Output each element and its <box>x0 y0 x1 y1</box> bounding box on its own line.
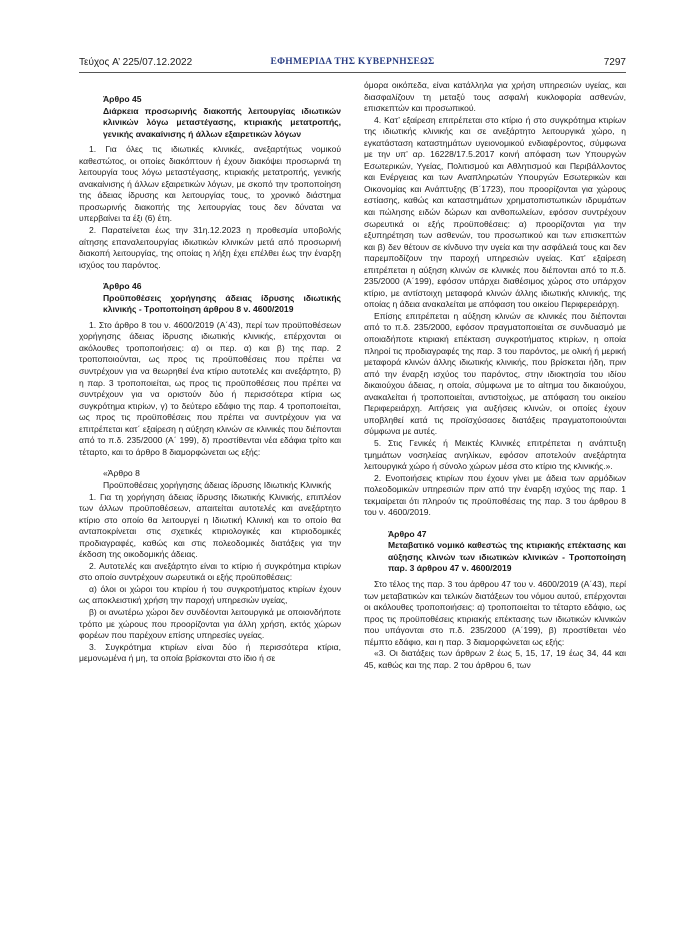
paragraph: Επίσης επιτρέπεται η αύξηση κλινών σε κλινικές που διέπονται από το π.δ. 235/2000, εφόσον πραγματοποιείται σε συνδυασμό με οποιαδήποτε κτιριακή επέκταση συγκροτήματος κτιρίων, η οποία πληροί τις προδιαγραφές της παρ. 3 του παρόντος, με ολική ή μερική μεταφορά κλινών άλλης ιδιωτικής κλινικής, που βρίσκεται ήδη, πριν από την έναρξη ισχύος του παρόντος, στην ιδιοκτησία του ιδίου δικαιούχου άδειας, η οποία, σύμφωνα με το αίτημα του δικαιούχου, ανακαλείται ή τροποποιείται, αντιστοίχως, με απόφαση του οικείου Περιφερειάρχη. Αιτήσεις για αυξήσεις κλινών, οι οποίες έχουν υποβληθεί κατά τις προϊσχύσασες διατάξεις πραγματοποιούνται σύμφωνα με αυτές. <box>364 310 626 437</box>
header-rule <box>79 72 626 73</box>
paragraph: 1. Για όλες τις ιδιωτικές κλινικές, ανεξαρτήτως νομικού καθεστώτος, οι οποίες διακόπτουν ή έχουν διακόψει προσωρινά τη λειτουργία τους λόγω μεταστέγασης, κτιριακής μετατροπής, γενικής ανακαίνισης ή άλλων εξαιρετικών λόγων, με σκοπό την τροποποίηση της άδειας ίδρυσης και λειτουργίας τους, το χρονικό διάστημα προσωρινής διακοπής της λειτουργίας τους δεν δύναται να υπερβαίνει τα έξι (6) έτη. <box>79 144 341 224</box>
paragraph: 2. Αυτοτελές και ανεξάρτητο είναι το κτίριο ή συγκρότημα κτιρίων στο οποίο συντρέχουν σωρευτικά οι εξής προϋποθέσεις: <box>79 560 341 583</box>
paragraph: 1. Για τη χορήγηση άδειας ίδρυσης Ιδιωτικής Κλινικής, επιπλέον των άλλων προϋποθέσεων, απαιτείται αυτοτελές και ανεξάρτητο κτίριο στο οποίο θα λειτουργεί η Ιδιωτική Κλινική και το οποίο θα ανταποκρίνεται στις σχετικές κτιριολογικές και κτιριοδομικές προδιαγραφές, καθώς και στις πολεοδομικές διατάξεις για την έκδοση της οικοδομικής άδειας. <box>79 491 341 560</box>
paragraph: 3. Συγκρότημα κτιρίων είναι δύο ή περισσότερα κτίρια, μεμονωμένα ή μη, τα οποία βρίσκονται στο ίδιο ή σε <box>79 641 341 664</box>
article-heading: Άρθρο 45 Διάρκεια προσωρινής διακοπής λειτουργίας ιδιωτικών κλινικών λόγω μεταστέγασης, κτιριακής μετατροπής, γενικής ανακαίνισης ή άλλων εξαιρετικών λόγων <box>103 94 341 139</box>
paragraph: α) όλοι οι χώροι του κτιρίου ή του συγκροτήματος κτιρίων έχουν ως αποκλειστική χρήση την παροχή υπηρεσιών υγείας, <box>79 583 341 606</box>
article-heading: Άρθρο 46 Προϋποθέσεις χορήγησης άδειας ίδρυσης ιδιωτικής κλινικής - Τροποποίηση άρθρου 8 ν. 4600/2019 <box>103 281 341 315</box>
paragraph: 5. Στις Γενικές ή Μεικτές Κλινικές επιτρέπεται η ανάπτυξη τμημάτων νοσηλείας ανηλίκων, εφόσον αποτελούν ανεξάρτητα λειτουργικά χώρο ή σύνολο χώρων μέσα στο κτίριο της κλινικής.». <box>364 437 626 472</box>
page-header <box>79 57 626 71</box>
right-column <box>364 80 626 671</box>
paragraph: 2. Παρατείνεται έως την 31η.12.2023 η προθεσμία υποβολής αίτησης επαναλειτουργίας ιδιωτικών κλινικών μετά από προσωρινή διακοπή λειτουργίας, της οποίας η λήξη έχει επέλθει έως την έναρξη ισχύος του παρόντος. <box>79 225 341 270</box>
paragraph-continuation: όμορα οικόπεδα, είναι κατάλληλα για χρήση υπηρεσιών υγείας, και διασφαλίζουν τη μεταξύ τους ασφαλή κυκλοφορία ασθενών, επισκεπτών και προσωπικού. <box>364 80 626 114</box>
issue-reference: Τεύχος A’ 225/07.12.2022 <box>79 57 193 68</box>
paragraph: β) οι ανωτέρω χώροι δεν συνδέονται λειτουργικά με οποιονδήποτε τρόπο με χώρους που προορίζονται για άλλη χρήση, εκτός χώρων φορέων που παρέχουν επίσης υπηρεσίες υγείας. <box>79 606 341 641</box>
journal-title: ΕΦΗΜΕΡΙΔΑ ΤΗΣ ΚΥΒΕΡΝΗΣΕΩΣ <box>270 57 435 67</box>
quoted-article-heading: «Άρθρο 8 Προϋποθέσεις χορήγησης άδειας ίδρυσης Ιδιωτικής Κλινικής <box>103 468 332 490</box>
paragraph: 2. Ενοποιήσεις κτιρίων που έχουν γίνει με άδεια των αρμόδιων πολεοδομικών υπηρεσιών πριν από την έναρξη ισχύος της παρ. 1 τεκμαίρεται ότι πληρούν τις προϋποθέσεις της παρ. 3 του άρθρου 8 του ν. 4600/2019. <box>364 472 626 518</box>
page-number: 7297 <box>603 57 626 68</box>
left-column <box>79 80 341 665</box>
article-heading: Άρθρο 47 Μεταβατικό νομικό καθεστώς της κτιριακής επέκτασης και αύξησης κλινών των ιδιωτικών κλινικών - Τροποποίηση παρ. 3 άρθρου 47 ν. 4600/2019 <box>388 528 626 574</box>
paragraph: 4. Κατ’ εξαίρεση επιτρέπεται στο κτίριο ή στο συγκρότημα κτιρίων της ιδιωτικής κλινικής και σε ανεξάρτητο λειτουργικά χώρο, η εγκατάσταση καταστημάτων υγειονομικού ενδιαφέροντος, σύμφωνα με την υπ’ αρ. 16228/17.5.2017 κοινή απόφαση των Υπουργών Εσωτερικών, Υγείας, Πολιτισμού και Αθλητισμού και Περιβάλλοντος και Ενέργειας και των Αναπληρωτών Υπουργών Εσωτερικών και Οικονομίας και Ανάπτυξης (Β΄1723), που προορίζονται για χώρους εστίασης, καθώς και καταστημάτων χρηματοπιστωτικών ιδρυμάτων και πώλησης ειδών δώρων και ανθοπωλείων, εφόσον συντρέχουν σωρευτικά οι εξής προϋποθέσεις: α) προορίζονται για την εξυπηρέτηση των ασθενών, του προσωπικού και των επισκεπτών και β) δεν θέτουν σε κίνδυνο την υγεία και την ασφάλειά τους και δεν παρεμποδίζουν την παροχή υπηρεσιών υγείας. Κατ’ εξαίρεση επιτρέπεται η αύξηση κλινών σε κλινικές που διέπονται από το π.δ. 235/2000 (Α΄199), εφόσον υπάρχει διαθέσιμος χώρος στο υπάρχον κτίριο, με αντίστοιχη μεταφορά κλινών άλλης ιδιωτικής κλινικής, της οποίας η άδεια ανακαλείται με απόφαση του οικείου Περιφερειάρχη. <box>364 114 626 310</box>
paragraph: 1. Στο άρθρο 8 του ν. 4600/2019 (Α΄43), περί των προϋποθέσεων χορήγησης άδειας ίδρυσης ιδιωτικής κλινικής, επέρχονται οι ακόλουθες τροποποιήσεις: α) οι περ. α) και β) της παρ. 2 τροποποιούνται, ως προς τις προϋποθέσεις που πρέπει να συντρέχουν για να θεωρηθεί ένα κτίριο αυτοτελές και ανεξάρτητο, β) η παρ. 3 τροποποιείται, ως προς τις προϋποθέσεις που πρέπει να συντρέχουν για να οριστούν δύο ή περισσότερα κτίρια ως συγκρότημα κτιρίων, γ) το δεύτερο εδάφιο της παρ. 4 τροποποιείται, ως προς τις προϋποθέσεις που πρέπει να συντρέχουν για να επιτρέπεται κατ΄ εξαίρεση η αύξηση κλινών σε κλινικές που διέπονται από το π.δ. 235/2000 (Α΄ 199), δ) προστίθενται νέα εδάφια τρίτο και τέταρτο, και το άρθρο 8 διαμορφώνεται ως εξής: <box>79 319 341 457</box>
paragraph: «3. Οι διατάξεις των άρθρων 2 έως 5, 15, 17, 19 έως 34, 44 και 45, καθώς και της παρ. 2 του άρθρου 6, των <box>364 648 626 670</box>
paragraph: Στο τέλος της παρ. 3 του άρθρου 47 του ν. 4600/2019 (Α΄43), περί των μεταβατικών και τελικών διατάξεων του νόμου αυτού, επέρχονται οι ακόλουθες τροποποιήσεις: α) τροποποιείται το τέταρτο εδάφιο, ως προς τις προϋποθέσεις κτιριακής επέκτασης των ιδιωτικών κλινικών που υπάγονται στο π.δ. 235/2000 (Α΄199), β) προστίθεται νέο πέμπτο εδάφιο, και η παρ. 3 διαμορφώνεται ως εξής: <box>364 578 626 647</box>
